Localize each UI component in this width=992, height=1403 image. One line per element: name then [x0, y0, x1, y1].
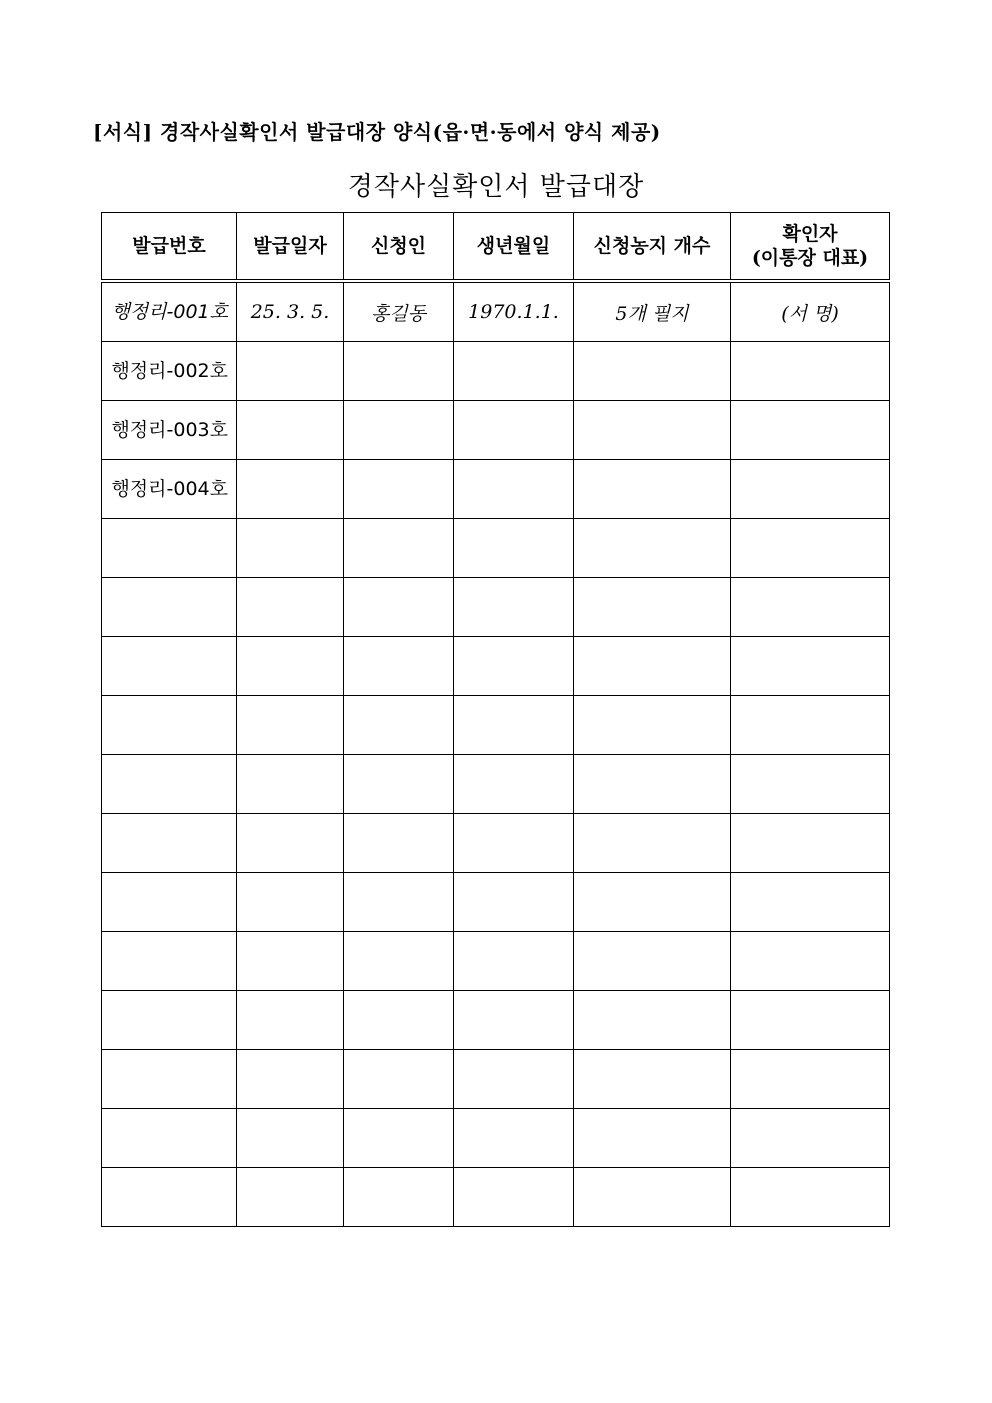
- confirmer-signature-cell[interactable]: [731, 637, 890, 696]
- issue-number-cell[interactable]: [102, 519, 237, 578]
- issue-date-cell[interactable]: [237, 519, 344, 578]
- birth-date-cell[interactable]: [454, 519, 574, 578]
- issue-number-cell[interactable]: [102, 1050, 237, 1109]
- table-header-row: [102, 213, 890, 282]
- parcel-count-cell[interactable]: [574, 460, 731, 519]
- parcel-count-cell[interactable]: [574, 519, 731, 578]
- applicant-cell[interactable]: [344, 1168, 454, 1227]
- birth-date-cell: 1970.1.1.: [454, 281, 574, 342]
- issue-date-cell[interactable]: [237, 1109, 344, 1168]
- birth-date-cell[interactable]: [454, 991, 574, 1050]
- issue-date-cell: 25. 3. 5.: [237, 281, 344, 342]
- applicant-cell[interactable]: [344, 578, 454, 637]
- header-confirmer-line1: 확인자: [782, 223, 838, 245]
- parcel-count-cell[interactable]: [574, 401, 731, 460]
- table-row: [102, 873, 890, 932]
- confirmer-signature-cell[interactable]: [731, 991, 890, 1050]
- issue-date-cell[interactable]: [237, 578, 344, 637]
- parcel-count-cell[interactable]: [574, 814, 731, 873]
- table-row: [102, 1168, 890, 1227]
- applicant-cell[interactable]: [344, 401, 454, 460]
- issue-date-cell[interactable]: [237, 814, 344, 873]
- issue-number-cell[interactable]: [102, 578, 237, 637]
- applicant-cell[interactable]: [344, 814, 454, 873]
- issue-date-cell[interactable]: [237, 696, 344, 755]
- table-row: [102, 519, 890, 578]
- confirmer-signature-cell[interactable]: [731, 342, 890, 401]
- issue-number: 행정리-004호: [111, 478, 228, 500]
- applicant-cell[interactable]: [344, 1050, 454, 1109]
- birth-date-cell[interactable]: [454, 460, 574, 519]
- table-row: [102, 755, 890, 814]
- parcel-count-cell[interactable]: [574, 1168, 731, 1227]
- birth-date-cell[interactable]: [454, 1050, 574, 1109]
- issue-date-cell[interactable]: [237, 401, 344, 460]
- parcel-count-cell: 5개 필지: [574, 281, 731, 342]
- header-confirmer-line2: (이통장 대표): [751, 247, 869, 269]
- issue-number-cell[interactable]: [102, 696, 237, 755]
- confirmer-signature-cell[interactable]: [731, 1050, 890, 1109]
- issue-date-cell[interactable]: [237, 755, 344, 814]
- birth-date-cell[interactable]: [454, 401, 574, 460]
- applicant-cell[interactable]: [344, 1109, 454, 1168]
- parcel-count-cell[interactable]: [574, 1109, 731, 1168]
- issue-number-cell: [102, 401, 237, 460]
- table-row: [102, 991, 890, 1050]
- birth-date-cell[interactable]: [454, 1168, 574, 1227]
- confirmer-signature-cell[interactable]: [731, 696, 890, 755]
- issue-number-cell[interactable]: [102, 637, 237, 696]
- confirmer-signature-cell[interactable]: [731, 932, 890, 991]
- confirmer-signature-cell: (서 명): [731, 281, 890, 342]
- table-row: [102, 1050, 890, 1109]
- issue-number-cell[interactable]: [102, 1168, 237, 1227]
- confirmer-signature-cell[interactable]: [731, 873, 890, 932]
- issue-number-cell: [102, 460, 237, 519]
- applicant-cell[interactable]: [344, 696, 454, 755]
- table-row: [102, 401, 890, 460]
- applicant-cell[interactable]: [344, 873, 454, 932]
- parcel-count-cell[interactable]: [574, 991, 731, 1050]
- issue-date-cell[interactable]: [237, 873, 344, 932]
- confirmer-signature-cell[interactable]: [731, 755, 890, 814]
- confirmer-signature-cell[interactable]: [731, 578, 890, 637]
- applicant-cell[interactable]: [344, 519, 454, 578]
- parcel-count-cell[interactable]: [574, 932, 731, 991]
- issue-date-cell[interactable]: [237, 460, 344, 519]
- issue-number-cell[interactable]: [102, 814, 237, 873]
- issue-number-cell[interactable]: [102, 1109, 237, 1168]
- header-issue-number: 발급번호: [102, 213, 237, 282]
- parcel-count-cell[interactable]: [574, 1050, 731, 1109]
- birth-date-cell[interactable]: [454, 1109, 574, 1168]
- birth-date-cell[interactable]: [454, 637, 574, 696]
- issue-date-cell[interactable]: [237, 991, 344, 1050]
- issue-date-cell[interactable]: [237, 932, 344, 991]
- birth-date-cell[interactable]: [454, 932, 574, 991]
- applicant-cell: 홍길동: [344, 281, 454, 342]
- header-issue-date: 발급일자: [237, 213, 344, 282]
- birth-date-cell[interactable]: [454, 578, 574, 637]
- confirmer-signature-cell[interactable]: [731, 460, 890, 519]
- issue-number-cell[interactable]: [102, 755, 237, 814]
- confirmer-signature-cell[interactable]: [731, 814, 890, 873]
- table-row: [102, 814, 890, 873]
- header-applicant: 신청인: [344, 213, 454, 282]
- table-row: [102, 932, 890, 991]
- issue-number: 행정리-002호: [111, 360, 228, 382]
- table-row: [102, 281, 890, 342]
- issuance-ledger-table: [101, 212, 890, 1227]
- applicant-cell[interactable]: [344, 460, 454, 519]
- birth-date-cell[interactable]: [454, 755, 574, 814]
- issue-number: 행정리-003호: [111, 419, 228, 441]
- issue-date-cell[interactable]: [237, 342, 344, 401]
- issue-number: 행정리-001호: [111, 301, 228, 323]
- parcel-count-cell[interactable]: [574, 755, 731, 814]
- parcel-count-cell[interactable]: [574, 637, 731, 696]
- parcel-count-cell[interactable]: [574, 342, 731, 401]
- table-row: [102, 578, 890, 637]
- birth-date-cell[interactable]: [454, 696, 574, 755]
- issue-number-cell[interactable]: [102, 873, 237, 932]
- form-label: [서식] 경작사실확인서 발급대장 양식(읍·면·동에서 양식 제공): [93, 120, 661, 144]
- table-row: [102, 1109, 890, 1168]
- applicant-cell[interactable]: [344, 755, 454, 814]
- applicant-cell[interactable]: [344, 991, 454, 1050]
- table-row: [102, 342, 890, 401]
- issue-number-cell[interactable]: [102, 932, 237, 991]
- applicant-cell[interactable]: [344, 342, 454, 401]
- birth-date-cell[interactable]: [454, 873, 574, 932]
- header-confirmer: [731, 213, 890, 282]
- applicant-cell[interactable]: [344, 637, 454, 696]
- confirmer-signature-cell[interactable]: [731, 1168, 890, 1227]
- header-birth-date: 생년월일: [454, 213, 574, 282]
- document-title: 경작사실확인서 발급대장: [347, 172, 645, 202]
- table-row: [102, 696, 890, 755]
- issue-number-cell: [102, 281, 237, 342]
- confirmer-signature-cell[interactable]: [731, 401, 890, 460]
- table-row: [102, 637, 890, 696]
- issue-number-cell: [102, 342, 237, 401]
- issue-date-cell[interactable]: [237, 1168, 344, 1227]
- applicant-cell[interactable]: [344, 932, 454, 991]
- parcel-count-cell[interactable]: [574, 696, 731, 755]
- confirmer-signature-cell[interactable]: [731, 519, 890, 578]
- table-row: [102, 460, 890, 519]
- parcel-count-cell[interactable]: [574, 873, 731, 932]
- birth-date-cell[interactable]: [454, 342, 574, 401]
- issue-date-cell[interactable]: [237, 637, 344, 696]
- confirmer-signature-cell[interactable]: [731, 1109, 890, 1168]
- birth-date-cell[interactable]: [454, 814, 574, 873]
- parcel-count-cell[interactable]: [574, 578, 731, 637]
- issue-number-cell[interactable]: [102, 991, 237, 1050]
- issue-date-cell[interactable]: [237, 1050, 344, 1109]
- header-parcel-count: 신청농지 개수: [574, 213, 731, 282]
